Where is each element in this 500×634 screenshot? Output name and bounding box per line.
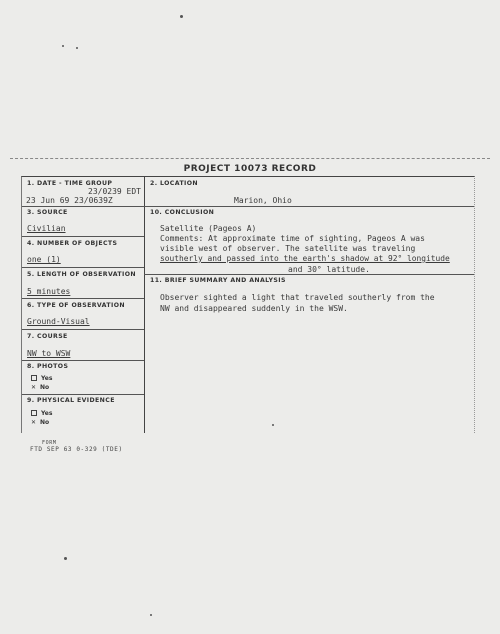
date-time-label: 1. DATE - TIME GROUP	[27, 180, 113, 187]
summary-line: NW and disappeared suddenly in the WSW.	[160, 304, 348, 313]
location-value: Marion, Ohio	[234, 196, 292, 205]
scan-speck	[180, 15, 183, 18]
checkbox-empty	[31, 410, 37, 416]
row-rule	[144, 206, 474, 207]
physical-evidence-label: 9. PHYSICAL EVIDENCE	[27, 397, 115, 404]
conclusion-comments-line: and 30° latitude.	[288, 265, 370, 274]
type-observation-value: Ground-Visual	[27, 317, 90, 326]
photos-yes-option	[31, 375, 52, 382]
course-value: NW to WSW	[27, 349, 71, 358]
physical-yes-option	[31, 410, 52, 417]
row-rule	[22, 394, 144, 395]
date-time-value-1: 23/0239 EDT	[88, 187, 141, 196]
column-divider	[144, 177, 145, 433]
top-dashed-rule	[10, 158, 490, 159]
form-number-line: FTD SEP 63 0-329 (TDE)	[30, 446, 123, 453]
row-rule	[22, 206, 144, 207]
scan-speck	[62, 45, 64, 47]
conclusion-comments-line: visible west of observer. The satellite was traveling	[160, 244, 416, 253]
checkbox-empty	[31, 375, 37, 381]
summary-label: 11. BRIEF SUMMARY AND ANALYSIS	[150, 277, 286, 284]
conclusion-comments-line: Comments: At approximate time of sighting, Pageos A was	[160, 234, 425, 243]
row-rule	[144, 274, 474, 275]
physical-yes-label: Yes	[41, 410, 53, 417]
conclusion-value: Satellite (Pageos A)	[160, 224, 257, 233]
page-title: PROJECT 10073 RECORD	[183, 164, 317, 174]
row-rule	[22, 236, 144, 237]
row-rule	[22, 267, 144, 268]
type-observation-label: 6. TYPE OF OBSERVATION	[27, 302, 125, 309]
summary-line: Observer sighted a light that traveled southerly from the	[160, 293, 435, 302]
photos-no-option	[31, 384, 49, 391]
form-number	[30, 440, 123, 453]
length-value: 5 minutes	[27, 287, 71, 296]
row-rule	[22, 360, 144, 361]
photos-label: 8. PHOTOS	[27, 363, 69, 370]
checkbox-checked: ✕	[31, 419, 37, 426]
photos-yes-label: Yes	[41, 375, 53, 382]
course-label: 7. COURSE	[27, 333, 68, 340]
conclusion-label: 10. CONCLUSION	[150, 209, 215, 216]
source-label: 3. SOURCE	[27, 209, 68, 216]
row-rule	[22, 298, 144, 299]
num-objects-value: one (1)	[27, 255, 61, 264]
date-time-value-2: 23 Jun 69 23/0639Z	[26, 196, 113, 205]
checkbox-checked: ✕	[31, 384, 37, 391]
length-label: 5. LENGTH OF OBSERVATION	[27, 271, 136, 278]
row-rule	[22, 329, 144, 330]
location-label: 2. LOCATION	[150, 180, 199, 187]
scan-speck	[150, 614, 152, 616]
physical-no-option	[31, 419, 49, 426]
num-objects-label: 4. NUMBER OF OBJECTS	[27, 240, 118, 247]
physical-no-label: No	[40, 419, 50, 426]
record-form	[21, 176, 475, 433]
source-value: Civilian	[27, 224, 66, 233]
scan-speck	[64, 557, 67, 560]
form-number-line: FORM	[42, 440, 57, 446]
scan-speck	[76, 47, 78, 49]
conclusion-comments-line: southerly and passed into the earth's shadow at 92° longitude	[160, 254, 450, 263]
photos-no-label: No	[40, 384, 50, 391]
